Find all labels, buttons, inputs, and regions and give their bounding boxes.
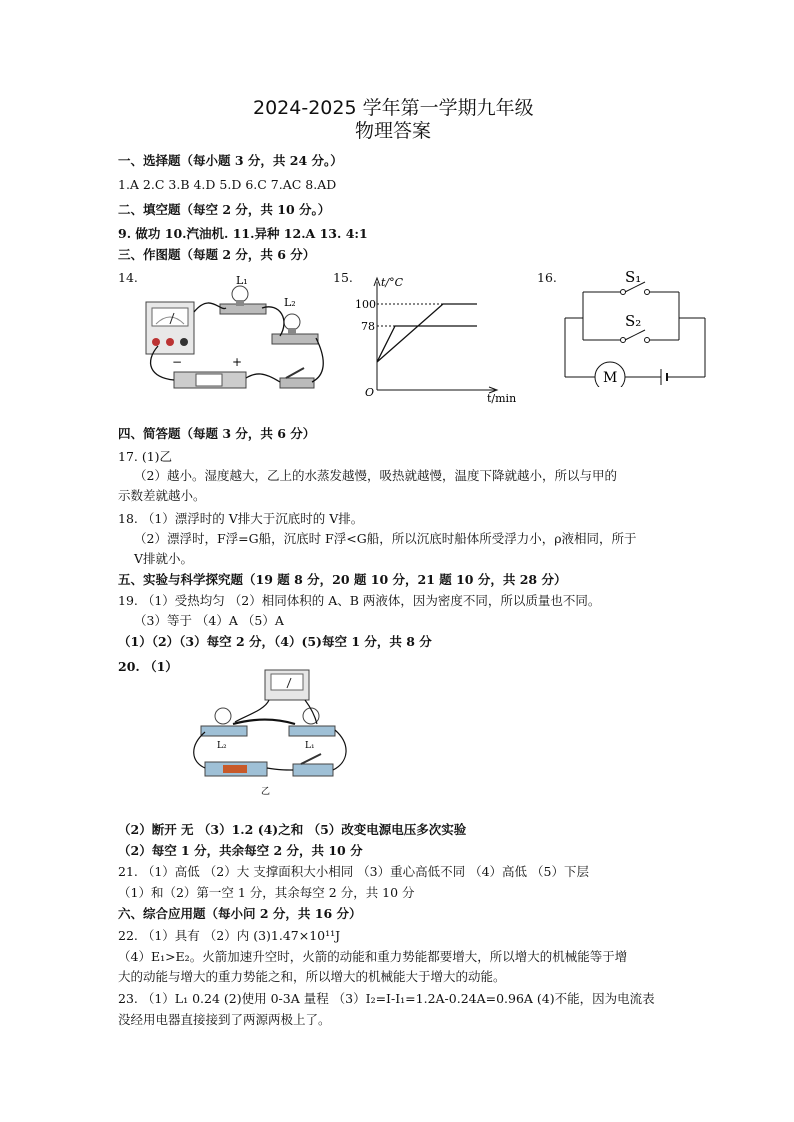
q18-part2-line2: V排就小。 <box>134 551 194 566</box>
q22-line1: 22. （1）具有 （2）内 (3)1.47×10¹¹J <box>118 928 341 943</box>
fig20-caption: 乙 <box>261 787 271 797</box>
q19-line2: （3）等于 （4）A （5）A <box>134 613 284 628</box>
q20-scoring: （2）每空 1 分，共余每空 2 分，共 10 分 <box>118 843 363 858</box>
q19-line1: 19. （1）受热均匀 （2）相同体积的 A、B 两液体，因为密度不同，所以质量也不同。 <box>118 593 601 608</box>
circuit-diagram-16 <box>555 262 720 387</box>
section-1-heading: 一、选择题（每小题 3 分，共 24 分。） <box>118 153 343 168</box>
graph-y78: 78 <box>361 320 375 333</box>
q17-part2-line1: （2）越小。湿度越大，乙上的水蒸发越慢，吸热就越慢，温度下降就越小，所以与甲的 <box>134 468 617 483</box>
q17-part1: 17. (1)乙 <box>118 449 173 464</box>
section-3-heading: 三、作图题（每题 2 分，共 6 分） <box>118 247 316 262</box>
bulb-l1-icon <box>220 286 266 314</box>
q20-part2: （2）断开 无 （3）1.2 (4)之和 （5）改变电源电压多次实验 <box>118 822 467 837</box>
q20-part1: 20. （1） <box>118 659 178 674</box>
ammeter-icon <box>146 302 194 354</box>
graph-ylabel: t/°C <box>381 276 404 289</box>
q21-line1: 21. （1）高低 （2）大 支撑面积大小相同 （3）重心高低不同 （4）高低 （5）下层 <box>118 864 589 879</box>
switch-icon <box>280 368 314 388</box>
section-6-heading: 六、综合应用题（每小问 2 分，共 16 分） <box>118 906 362 921</box>
q23-line2: 没经用电器直接接到了两源两极上了。 <box>118 1012 331 1027</box>
page-title: 2024-2025 学年第一学期九年级 <box>253 97 534 119</box>
q18-part1: 18. （1）漂浮时的 V排大于沉底时的 V排。 <box>118 511 364 526</box>
section-2-answers: 9. 做功 10.汽油机. 11.异种 12.A 13. 4:1 <box>118 226 368 241</box>
q15-label: 15. <box>333 270 353 285</box>
fig14-l1: L₁ <box>236 274 248 287</box>
fig16-motor: M <box>603 370 618 386</box>
fig16-s2: S₂ <box>625 312 642 330</box>
bulb-l2-icon <box>272 314 318 344</box>
section-1-answers: 1.A 2.C 3.B 4.D 5.D 6.C 7.AC 8.AD <box>118 177 337 192</box>
battery-icon <box>205 762 267 776</box>
fig20-l2: L₂ <box>217 741 227 751</box>
q22-line3: 大的动能与增大的重力势能之和，所以增大的机械能大于增大的动能。 <box>118 969 506 984</box>
section-4-heading: 四、简答题（每题 3 分，共 6 分） <box>118 426 316 441</box>
q14-label: 14. <box>118 270 138 285</box>
q22-line2: （4）E₁>E₂。火箭加速升空时，火箭的动能和重力势能都要增大，所以增大的机械能等于增 <box>118 949 628 964</box>
battery-icon <box>174 372 246 388</box>
fig20-l1: L₁ <box>305 741 315 751</box>
q19-scoring: （1）（2）（3）每空 2 分，（4）(5)每空 1 分，共 8 分 <box>118 634 432 649</box>
graph-figure-15 <box>355 272 525 407</box>
graph-y100: 100 <box>355 298 376 311</box>
fig14-l2: L₂ <box>284 296 296 309</box>
voltmeter-icon <box>265 670 309 700</box>
section-2-heading: 二、填空题（每空 2 分，共 10 分。） <box>118 202 331 217</box>
fig14-minus: − <box>172 355 183 369</box>
q21-scoring: （1）和（2）第一空 1 分，其余每空 2 分，共 10 分 <box>118 885 415 900</box>
graph-xlabel: t/min <box>487 392 517 405</box>
q18-part2-line1: （2）漂浮时，F浮=G船，沉底时 F浮<G船，所以沉底时船体所受浮力小，ρ液相同，所于 <box>134 531 637 546</box>
fig14-plus: + <box>232 355 243 369</box>
circuit-figure-14 <box>140 272 330 402</box>
switch-icon <box>293 754 333 776</box>
circuit-figure-20 <box>185 666 385 798</box>
page-subtitle: 物理答案 <box>355 120 432 142</box>
q17-part2-line2: 示数差就越小。 <box>118 488 206 503</box>
graph-origin: O <box>365 386 375 399</box>
q16-label: 16. <box>537 270 557 285</box>
q23-line1: 23. （1）L₁ 0.24 (2)使用 0-3A 量程 （3）I₂=I-I₁=1.2A-0.24A=0.96A (4)不能，因为电流表 <box>118 991 655 1006</box>
fig16-s1: S₁ <box>625 268 642 286</box>
section-5-heading: 五、实验与科学探究题（19 题 8 分，20 题 10 分，21 题 10 分，共 28 分） <box>118 572 567 587</box>
